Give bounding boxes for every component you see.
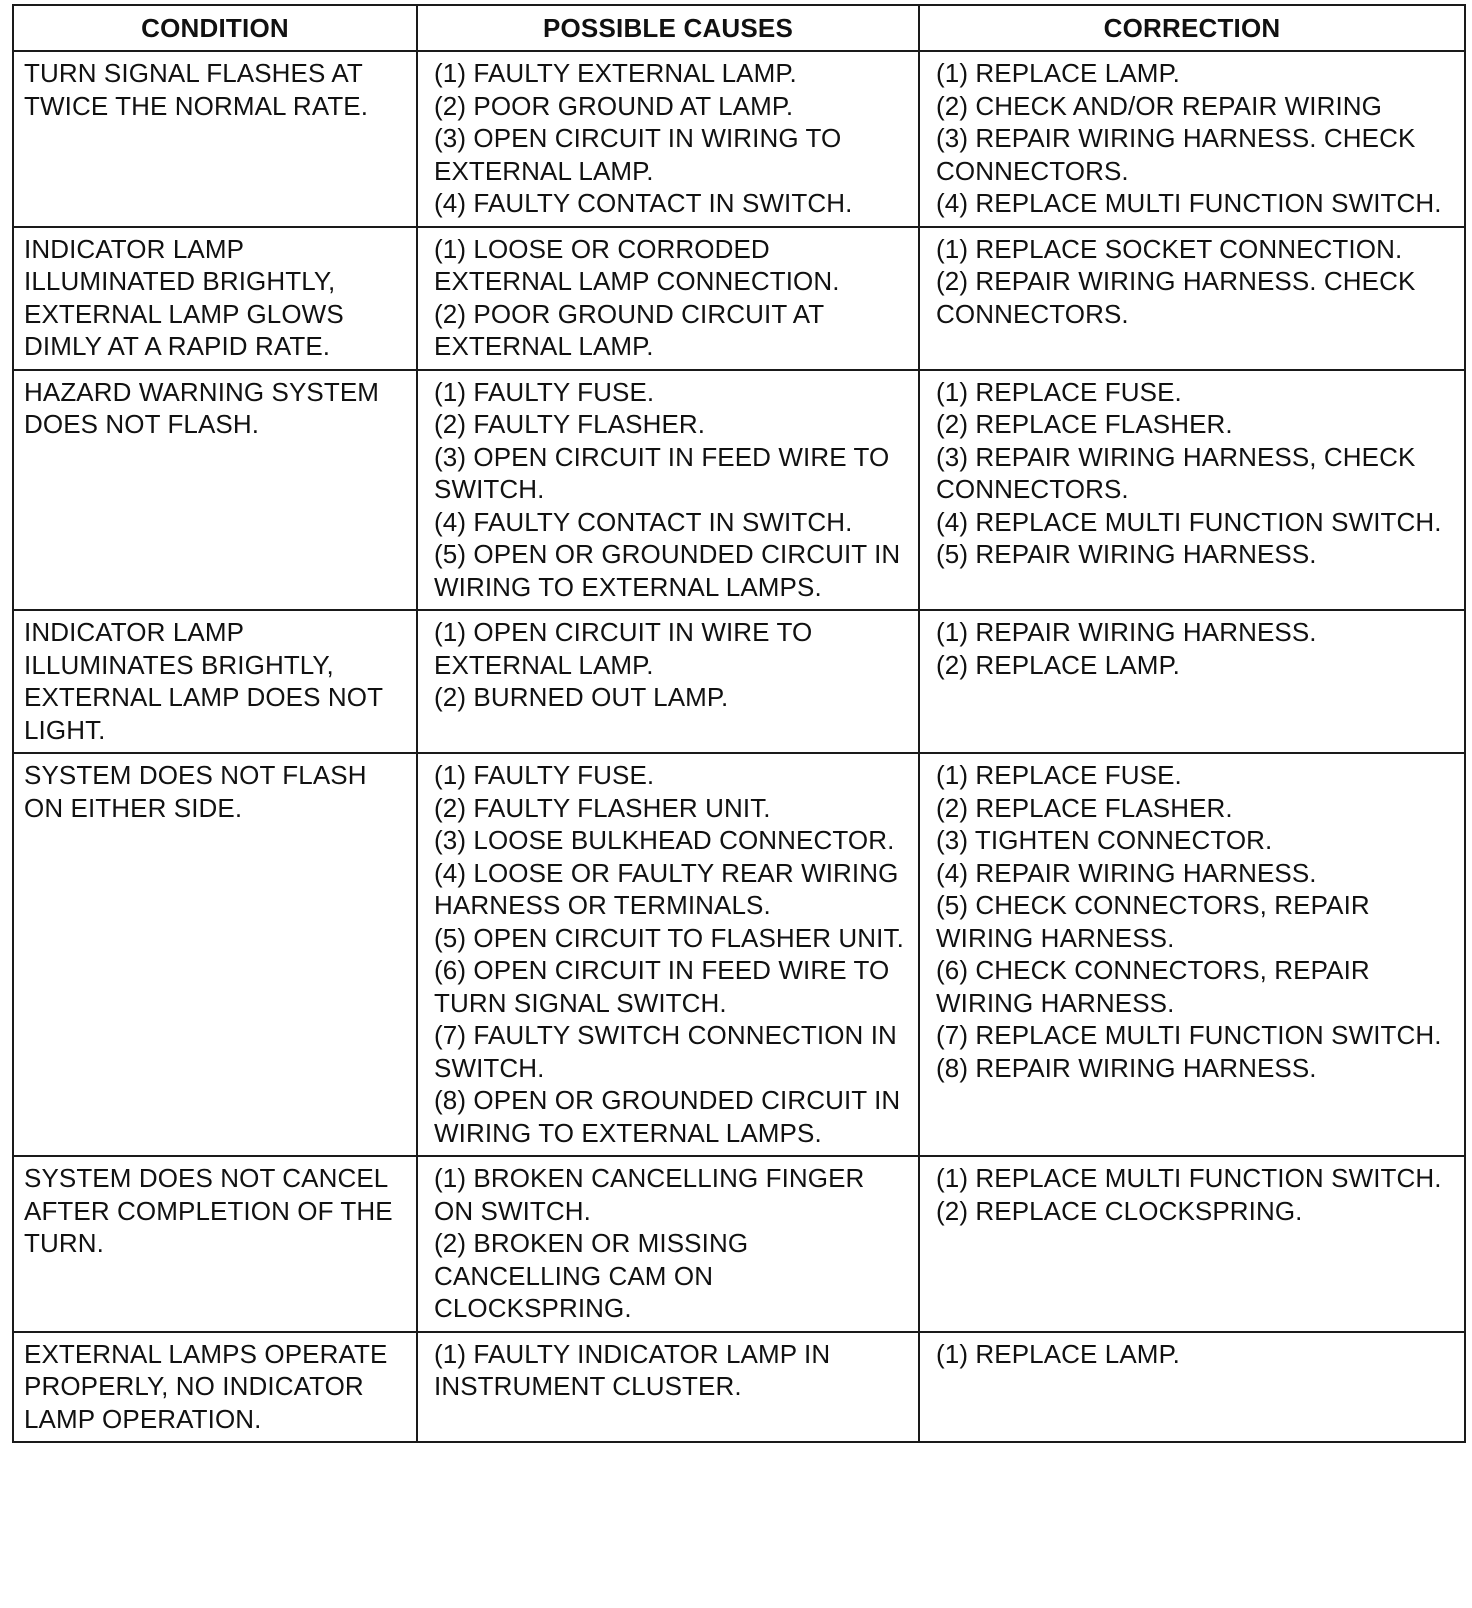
cause-item: (1) FAULTY INDICATOR LAMP IN INSTRUMENT CLUSTER. [434, 1338, 838, 1401]
diagnosis-table [12, 4, 1466, 1443]
cause-item: (2) POOR GROUND AT LAMP. [434, 90, 794, 121]
condition-text: EXTERNAL LAMPS OPERATE PROPERLY, NO INDICATOR LAMP OPERATION. [24, 1338, 395, 1434]
correction-cell [919, 1332, 1465, 1443]
header-condition: CONDITION [13, 5, 417, 51]
correction-item: (7) REPLACE MULTI FUNCTION SWITCH. [936, 1020, 1442, 1050]
table-row [13, 51, 1465, 227]
condition-text: HAZARD WARNING SYSTEM DOES NOT FLASH. [24, 376, 387, 439]
cause-item: (8) OPEN OR GROUNDED CIRCUIT IN WIRING TO EXTERNAL LAMPS. [434, 1085, 908, 1148]
correction-item: (1) REPLACE FUSE. [936, 760, 1182, 790]
causes-cell [417, 227, 919, 370]
correction-item: (4) REPLACE MULTI FUNCTION SWITCH. [936, 506, 1442, 537]
correction-cell [919, 753, 1465, 1156]
condition-text: TURN SIGNAL FLASHES AT TWICE THE NORMAL RATE. [24, 58, 370, 121]
cause-item: (2) FAULTY FLASHER UNIT. [434, 792, 771, 823]
table-row [13, 370, 1465, 611]
condition-text: SYSTEM DOES NOT CANCEL AFTER COMPLETION OF THE TURN. [24, 1163, 400, 1258]
condition-cell [13, 753, 417, 1156]
causes-cell [417, 610, 919, 753]
correction-item: (4) REPAIR WIRING HARNESS. [936, 857, 1317, 888]
correction-item: (4) REPLACE MULTI FUNCTION SWITCH. [936, 188, 1442, 218]
correction-item: (8) REPAIR WIRING HARNESS. [936, 1052, 1317, 1083]
cause-item: (3) OPEN CIRCUIT IN WIRING TO EXTERNAL LAMP. [434, 123, 849, 186]
correction-cell [919, 51, 1465, 227]
causes-cell [417, 1332, 919, 1443]
header-correction: CORRECTION [919, 5, 1465, 51]
condition-text: INDICATOR LAMP ILLUMINATED BRIGHTLY, EXTERNAL LAMP GLOWS DIMLY AT A RAPID RATE. [24, 233, 352, 361]
cause-item: (2) BROKEN OR MISSING CANCELLING CAM ON CLOCKSPRING. [434, 1228, 756, 1323]
cause-item: (2) POOR GROUND CIRCUIT AT EXTERNAL LAMP. [434, 298, 832, 361]
correction-item: (3) REPAIR WIRING HARNESS, CHECK CONNECTORS. [936, 441, 1423, 504]
condition-cell [13, 610, 417, 753]
correction-cell [919, 370, 1465, 611]
cause-item: (5) OPEN OR GROUNDED CIRCUIT IN WIRING TO EXTERNAL LAMPS. [434, 539, 908, 602]
cause-item: (2) BURNED OUT LAMP. [434, 682, 729, 712]
correction-item: (2) REPAIR WIRING HARNESS. CHECK CONNECTORS. [936, 266, 1423, 329]
header-possible-causes: POSSIBLE CAUSES [417, 5, 919, 51]
condition-cell [13, 1156, 417, 1332]
cause-item: (6) OPEN CIRCUIT IN FEED WIRE TO TURN SIGNAL SWITCH. [434, 955, 897, 1018]
cause-item: (1) BROKEN CANCELLING FINGER ON SWITCH. [434, 1163, 872, 1226]
condition-cell [13, 1332, 417, 1443]
correction-item: (2) REPLACE FLASHER. [936, 792, 1233, 823]
cause-item: (1) FAULTY FUSE. [434, 376, 655, 407]
condition-text: INDICATOR LAMP ILLUMINATES BRIGHTLY, EXTERNAL LAMP DOES NOT LIGHT. [24, 617, 390, 745]
table-row [13, 227, 1465, 370]
cause-item: (2) FAULTY FLASHER. [434, 409, 706, 439]
correction-cell [919, 227, 1465, 370]
cause-item: (3) LOOSE BULKHEAD CONNECTOR. [434, 825, 895, 855]
header-row [13, 5, 1465, 51]
correction-item: (6) CHECK CONNECTORS, REPAIR WIRING HARNESS. [936, 955, 1378, 1018]
cause-item: (1) OPEN CIRCUIT IN WIRE TO EXTERNAL LAMP. [434, 617, 820, 680]
cause-item: (1) FAULTY FUSE. [434, 760, 655, 790]
correction-item: (2) REPLACE FLASHER. [936, 409, 1233, 439]
correction-item: (2) REPLACE LAMP. [936, 649, 1180, 680]
cause-item: (5) OPEN CIRCUIT TO FLASHER UNIT. [434, 922, 904, 953]
condition-cell [13, 370, 417, 611]
correction-item: (5) REPAIR WIRING HARNESS. [936, 539, 1317, 569]
correction-item: (1) REPLACE SOCKET CONNECTION. [936, 233, 1403, 264]
causes-cell [417, 1156, 919, 1332]
correction-cell [919, 610, 1465, 753]
correction-item: (3) REPAIR WIRING HARNESS. CHECK CONNECTORS. [936, 123, 1423, 186]
correction-item: (2) CHECK AND/OR REPAIR WIRING [936, 90, 1383, 121]
cause-item: (3) OPEN CIRCUIT IN FEED WIRE TO SWITCH. [434, 441, 897, 504]
correction-item: (2) REPLACE CLOCKSPRING. [936, 1195, 1303, 1226]
causes-cell [417, 753, 919, 1156]
correction-item: (5) CHECK CONNECTORS, REPAIR WIRING HARNESS. [936, 890, 1378, 953]
correction-item: (1) REPAIR WIRING HARNESS. [936, 617, 1317, 647]
table-body [13, 51, 1465, 1442]
cause-item: (7) FAULTY SWITCH CONNECTION IN SWITCH. [434, 1020, 905, 1083]
correction-item: (1) REPLACE LAMP. [936, 1338, 1180, 1369]
condition-text: SYSTEM DOES NOT FLASH ON EITHER SIDE. [24, 760, 374, 823]
cause-item: (4) FAULTY CONTACT IN SWITCH. [434, 506, 853, 537]
cause-item: (4) LOOSE OR FAULTY REAR WIRING HARNESS OR TERMINALS. [434, 857, 906, 920]
correction-cell [919, 1156, 1465, 1332]
causes-cell [417, 370, 919, 611]
table-row [13, 1156, 1465, 1332]
correction-item: (3) TIGHTEN CONNECTOR. [936, 825, 1273, 855]
correction-item: (1) REPLACE FUSE. [936, 376, 1182, 407]
diagnosis-table-container [12, 4, 1464, 1443]
correction-item: (1) REPLACE MULTI FUNCTION SWITCH. [936, 1163, 1442, 1193]
table-row [13, 1332, 1465, 1443]
condition-cell [13, 51, 417, 227]
correction-item: (1) REPLACE LAMP. [936, 58, 1180, 88]
cause-item: (1) LOOSE OR CORRODED EXTERNAL LAMP CONNECTION. [434, 233, 840, 296]
table-row [13, 610, 1465, 753]
causes-cell [417, 51, 919, 227]
condition-cell [13, 227, 417, 370]
cause-item: (1) FAULTY EXTERNAL LAMP. [434, 58, 797, 88]
table-row [13, 753, 1465, 1156]
cause-item: (4) FAULTY CONTACT IN SWITCH. [434, 188, 853, 218]
